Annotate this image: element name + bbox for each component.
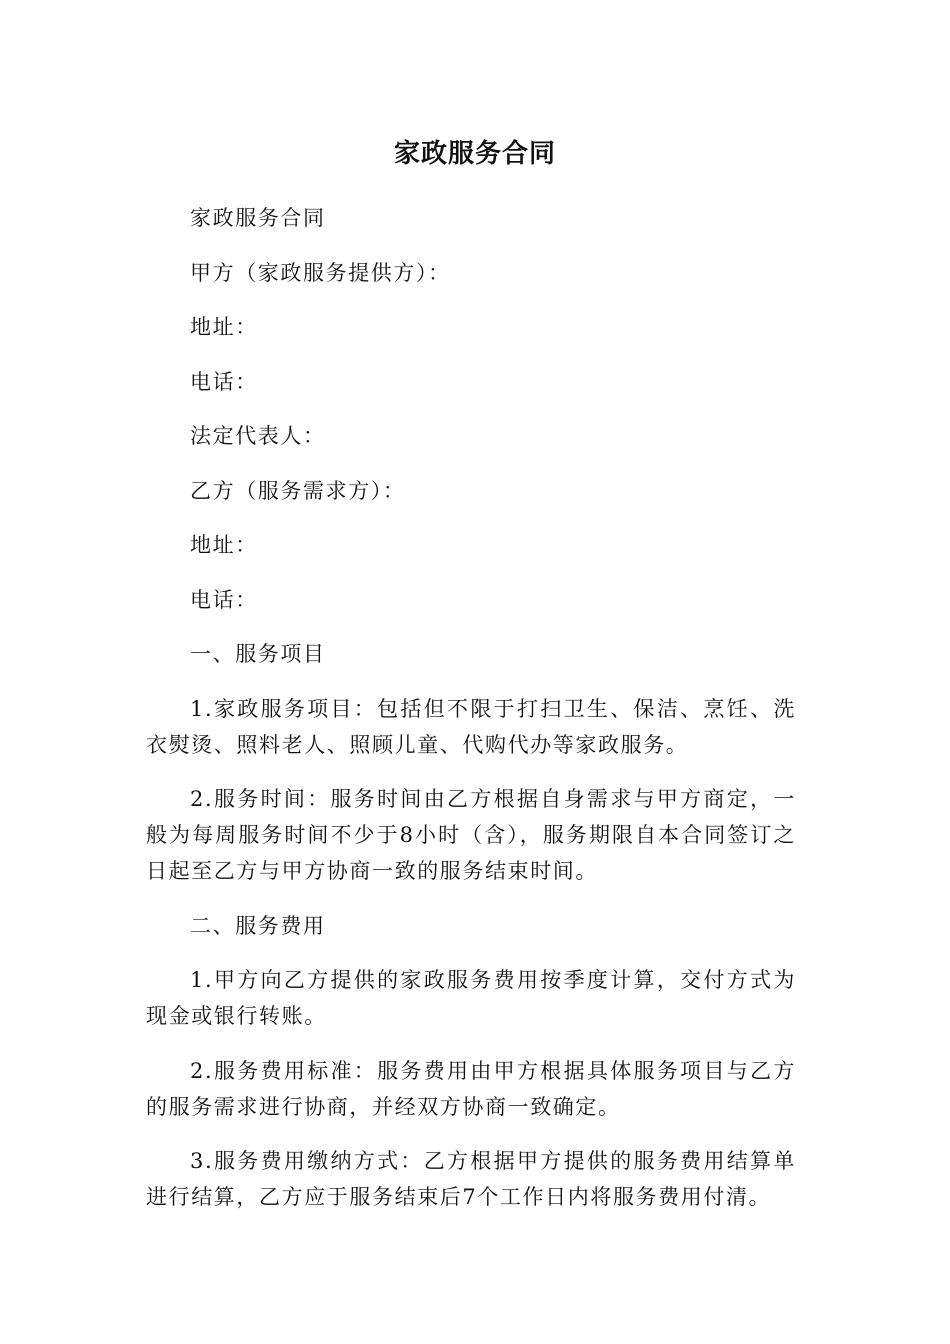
paragraph-party-b-phone: 电话： — [190, 587, 258, 612]
document-body — [146, 200, 796, 1234]
paragraph-party-b-address: 地址： — [190, 533, 258, 557]
paragraph-party-b: 乙方（服务需求方）： — [190, 478, 406, 503]
paragraph-subtitle: 家政服务合同 — [190, 206, 326, 230]
paragraph-legal-representative: 法定代表人： — [190, 424, 326, 448]
section-heading-service-fees: 二、服务费用 — [190, 913, 326, 938]
clause-service-time: 2.服务时间：服务时间由乙方根据自身需求与甲方商定，一般为每周服务时间不少于8小时（含），服务期限自本合同签订之日起至乙方与甲方协商一致的服务结束时间。 — [146, 787, 796, 883]
clause-service-items: 1.家政服务项目：包括但不限于打扫卫生、保洁、烹饪、洗衣熨烫、照料老人、照顾儿童、代购代办等家政服务。 — [146, 696, 796, 757]
clause-fee-calculation: 1.甲方向乙方提供的家政服务费用按季度计算，交付方式为现金或银行转账。 — [146, 968, 796, 1028]
document-title: 家政服务合同 — [393, 139, 556, 169]
paragraph-party-a-address: 地址： — [190, 315, 258, 339]
section-heading-service-items: 一、服务项目 — [190, 642, 326, 666]
clause-fee-payment: 3.服务费用缴纳方式：乙方根据甲方提供的服务费用结算单进行结算，乙方应于服务结束后7个工作日内将服务费用付清。 — [146, 1149, 796, 1209]
clause-fee-standard: 2.服务费用标准：服务费用由甲方根据具体服务项目与乙方的服务需求进行协商，并经双方协商一致确定。 — [146, 1058, 796, 1119]
paragraph-party-a-phone: 电话： — [190, 369, 258, 394]
paragraph-party-a: 甲方（家政服务提供方）： — [190, 260, 451, 285]
